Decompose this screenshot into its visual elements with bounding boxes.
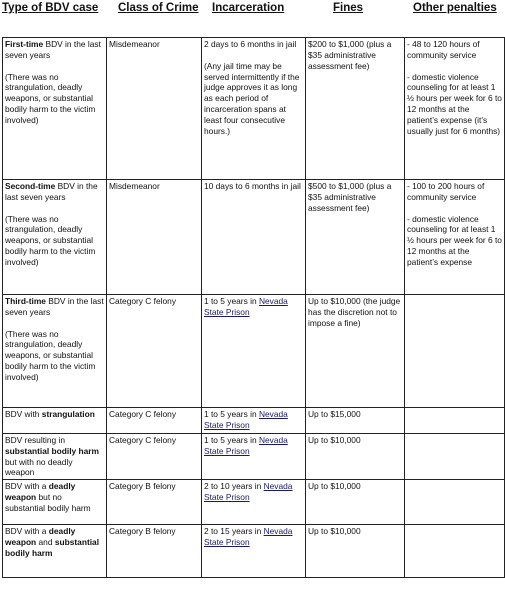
cell-incarceration <box>202 525 306 578</box>
cell-crime-class: Category B felony <box>107 525 202 578</box>
table-header-row <box>0 0 505 20</box>
cell-incarceration <box>202 480 306 525</box>
column-header-incarceration: Incarceration <box>212 2 285 14</box>
other-penalty-item: - 100 to 200 hours of community service <box>407 181 485 202</box>
nevada-state-prison-link[interactable]: Nevada State Prison <box>204 435 288 456</box>
column-header-class: Class of Crime <box>118 2 199 14</box>
case-type-fragment: BDV resulting in <box>5 435 66 445</box>
cell-other-penalties <box>405 408 505 434</box>
cell-fines: $200 to $1,000 (plus a $35 administrative assessment fee) <box>306 38 405 180</box>
column-header-other: Other penalties <box>413 2 497 14</box>
incarceration-text <box>204 435 303 457</box>
cell-other-penalties <box>405 38 505 180</box>
cell-case-type <box>3 180 107 295</box>
case-type-fragment: BDV with <box>5 409 42 419</box>
incarceration-term: 1 to 5 years in <box>204 409 257 419</box>
case-type-text <box>5 181 104 203</box>
case-type-emphasis: deadly weapon <box>5 481 76 502</box>
cell-case-type <box>3 525 107 578</box>
case-type-fragment: BDV in the last seven years <box>5 181 98 202</box>
cell-crime-class: Misdemeanor <box>107 180 202 295</box>
incarceration-text <box>204 526 303 548</box>
cell-case-type <box>3 38 107 180</box>
cell-crime-class: Category B felony <box>107 480 202 525</box>
other-penalty-item: - domestic violence counseling for at least 1 ½ hours per week for 6 to 12 months at the patient’s expense (it’s usually just for 6 months) <box>407 71 502 136</box>
incarceration-term: 10 days to 6 months in jail <box>204 181 301 191</box>
nevada-state-prison-link[interactable]: Nevada State Prison <box>204 409 288 430</box>
case-type-text <box>5 435 104 478</box>
nevada-state-prison-link[interactable]: Nevada State Prison <box>204 526 293 547</box>
case-type-fragment: BDV with a <box>5 526 49 537</box>
case-type-emphasis: substantial bodily harm <box>5 536 100 558</box>
cell-fines: Up to $10,000 <box>306 434 405 480</box>
case-type-text <box>5 39 104 61</box>
penalties-table <box>2 37 505 578</box>
other-penalty-item: - domestic violence counseling for at least 1 ½ hours per week for 6 to 12 months at the patient’s expense <box>407 213 502 267</box>
cell-fines: Up to $10,000 <box>306 480 405 525</box>
case-type-emphasis: Second-time <box>5 181 56 191</box>
case-type-fragment: BDV in the last seven years <box>5 39 101 60</box>
case-type-fragment: and <box>36 536 55 547</box>
incarceration-term: 2 days to 6 months in jail <box>204 39 297 49</box>
case-type-text <box>5 526 104 558</box>
incarceration-note: (Any jail time may be served intermittently if the judge approves it as long as each period of incarceration spans at least four consecutive hours.) <box>204 60 300 136</box>
cell-other-penalties <box>405 434 505 480</box>
column-header-type: Type of BDV case <box>2 2 99 14</box>
case-type-emphasis: First-time <box>5 39 44 49</box>
cell-other-penalties <box>405 180 505 295</box>
cell-case-type <box>3 295 107 408</box>
cell-fines: Up to $15,000 <box>306 408 405 434</box>
case-type-fragment: but with no deadly weapon <box>5 456 73 478</box>
case-type-fragment: BDV in the last seven years <box>5 296 104 317</box>
cell-incarceration <box>202 408 306 434</box>
case-type-note: (There was no strangulation, deadly weapons, or substantial bodily harm to the victim involved) <box>5 213 96 267</box>
cell-fines: Up to $10,000 <box>306 525 405 578</box>
incarceration-term: 2 to 10 years in <box>204 481 262 492</box>
case-type-emphasis: Third-time <box>5 296 46 306</box>
table-row <box>3 480 505 525</box>
table-row <box>3 295 505 408</box>
column-header-fines: Fines <box>333 2 364 14</box>
cell-incarceration <box>202 180 306 295</box>
table-row <box>3 180 505 295</box>
cell-crime-class: Category C felony <box>107 408 202 434</box>
incarceration-text <box>204 409 303 431</box>
case-type-fragment: but no substantial bodily harm <box>5 491 91 513</box>
other-penalty-item: - 48 to 120 hours of community service <box>407 39 480 60</box>
incarceration-text <box>204 481 303 503</box>
incarceration-text <box>204 39 303 50</box>
cell-case-type <box>3 434 107 480</box>
cell-crime-class: Category C felony <box>107 434 202 480</box>
cell-incarceration <box>202 434 306 480</box>
case-type-note: (There was no strangulation, deadly weapons, or substantial bodily harm to the victim involved) <box>5 328 96 382</box>
cell-case-type <box>3 408 107 434</box>
case-type-emphasis: substantial bodily harm <box>5 445 100 456</box>
incarceration-term: 1 to 5 years in <box>204 296 257 306</box>
incarceration-text <box>204 296 303 318</box>
cell-other-penalties <box>405 295 505 408</box>
table-row <box>3 38 505 180</box>
cell-crime-class: Category C felony <box>107 295 202 408</box>
case-type-fragment: BDV with a <box>5 481 49 492</box>
incarceration-term: 2 to 15 years in <box>204 526 262 537</box>
nevada-state-prison-link[interactable]: Nevada State Prison <box>204 296 288 317</box>
case-type-emphasis: deadly weapon <box>5 526 76 547</box>
case-type-text <box>5 481 104 513</box>
case-type-text <box>5 409 104 420</box>
case-type-note: (There was no strangulation, deadly weapons, or substantial bodily harm to the victim involved) <box>5 71 96 125</box>
incarceration-term: 1 to 5 years in <box>204 435 257 445</box>
cell-other-penalties <box>405 525 505 578</box>
cell-case-type <box>3 480 107 525</box>
cell-other-penalties <box>405 480 505 525</box>
nevada-state-prison-link[interactable]: Nevada State Prison <box>204 481 293 502</box>
table-row <box>3 434 505 480</box>
cell-crime-class: Misdemeanor <box>107 38 202 180</box>
table-row <box>3 525 505 578</box>
case-type-emphasis: strangulation <box>41 409 95 419</box>
cell-fines: $500 to $1,000 (plus a $35 administrative assessment fee) <box>306 180 405 295</box>
case-type-text <box>5 296 104 318</box>
cell-fines: Up to $10,000 (the judge has the discretion not to impose a fine) <box>306 295 405 408</box>
cell-incarceration <box>202 295 306 408</box>
cell-incarceration <box>202 38 306 180</box>
table-row <box>3 408 505 434</box>
incarceration-text <box>204 181 303 192</box>
